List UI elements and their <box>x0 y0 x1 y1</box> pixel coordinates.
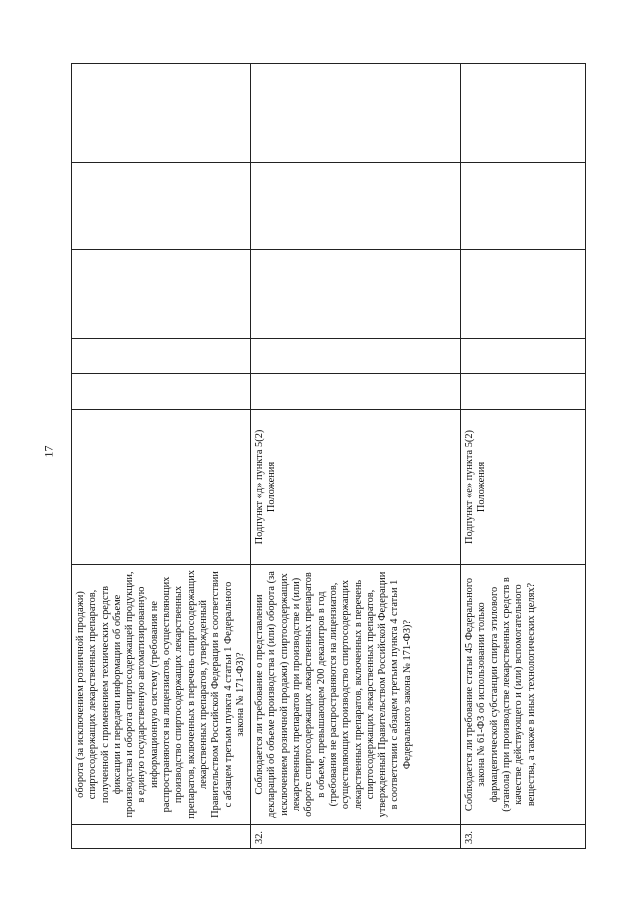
question-text: Соблюдается ли требование статьи 45 Федерального закона № 61-ФЗ об использовании только фармацевтической субстанции спирта этилового (этанола) при производстве лекарственных средств в качестве действующего и (или) вспомогательного вещества, а также в иных технологических целях? <box>461 565 586 825</box>
row-number: 33. <box>461 825 586 849</box>
empty-cell <box>72 163 251 250</box>
question-text: оборота (за исключением розничной продажи) спиртосодержащих лекарственных препаратов, полученной с применением технических средств фиксации и передачи информации об объеме производства и оборота спиртосодержащей продукции, в единую государственную автоматизированную информационную систему (требования не распространяются на лицензиатов, осуществляющих производство спиртосодержащих лекарственных препаратов, включенных в перечень спиртосодержащих лекарственных препаратов, утвержденный Правительством Российской Федерации в соответствии с абзацем третьим пункта 4 статьи 1 Федерального закона № 171-ФЗ)? <box>72 565 251 825</box>
question-text: Соблюдается ли требование о представлении деклараций об объеме производства и (или) оборота (за исключением розничной продажи) спиртосодержащих лекарственных препаратов при производстве и (или) обороте спиртосодержащих лекарственных препаратов в объеме, превышающем 200 декалитров в год (требования не распространяются на лицензиатов, осуществляющих производство спиртосодержащих лекарственных препаратов, включенных в перечень спиртосодержащих лекарственных препаратов, утвержденный Правительством Российской Федерации в соответствии с абзацем третьим пункта 4 статьи 1 Федерального закона № 171-ФЗ)? <box>251 565 461 825</box>
empty-cell <box>72 64 251 163</box>
empty-cell <box>251 163 461 250</box>
row-number <box>72 825 251 849</box>
checklist-table-rotated <box>71 64 572 849</box>
empty-cell <box>251 339 461 374</box>
reference-text: Подпункт «д» пункта 5(2) Положения <box>251 410 461 565</box>
reference-text: Подпункт «е» пункта 5(2) Положения <box>461 410 586 565</box>
row-number: 32. <box>251 825 461 849</box>
empty-cell <box>72 339 251 374</box>
empty-cell <box>72 250 251 339</box>
table-row <box>461 64 586 849</box>
empty-cell <box>461 64 586 163</box>
table-row <box>251 64 461 849</box>
page-number: 17 <box>41 445 56 458</box>
checklist-table <box>71 63 586 849</box>
empty-cell <box>461 250 586 339</box>
empty-cell <box>72 374 251 410</box>
reference-text <box>72 410 251 565</box>
empty-cell <box>251 374 461 410</box>
empty-cell <box>461 339 586 374</box>
empty-cell <box>251 64 461 163</box>
empty-cell <box>251 250 461 339</box>
table-row <box>72 64 251 849</box>
empty-cell <box>461 374 586 410</box>
empty-cell <box>461 163 586 250</box>
